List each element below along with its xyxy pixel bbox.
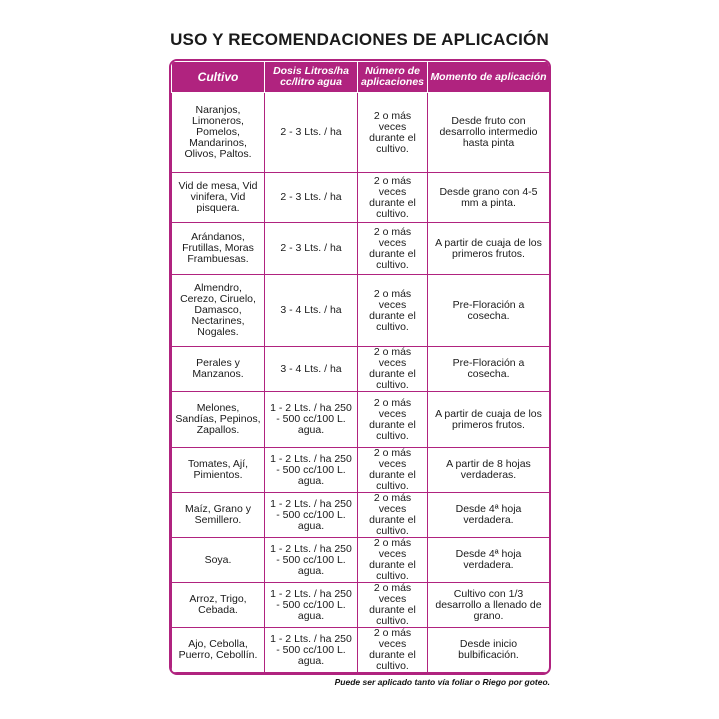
header-momento-aplicacion: Momento de aplicación <box>428 62 550 93</box>
cell-cultivo: Ajo, Cebolla, Puerro, Cebollín. <box>172 628 265 673</box>
table-row <box>172 628 550 673</box>
cell-momento-aplicacion: A partir de 8 hojas verdaderas. <box>428 448 550 493</box>
recommendations-table-card <box>169 59 551 675</box>
table-header-row <box>172 62 550 93</box>
cell-dosis: 2 - 3 Lts. / ha <box>265 223 358 275</box>
cell-momento-aplicacion: Desde fruto con desarrollo intermedio hasta pinta <box>428 93 550 173</box>
cell-momento-aplicacion <box>428 673 550 676</box>
cell-cultivo: Almendro, Cerezo, Ciruelo, Damasco, Nectarines, Nogales. <box>172 275 265 347</box>
cell-cultivo: Melones, Sandías, Pepinos, Zapallos. <box>172 392 265 448</box>
cell-momento-aplicacion: Pre-Floración a cosecha. <box>428 347 550 392</box>
cell-dosis: 3 - 4 Lts. / ha <box>265 275 358 347</box>
cell-dosis: 1 - 2 Lts. / ha 250 - 500 cc/100 L. agua. <box>265 538 358 583</box>
cell-dosis: 1 - 2 Lts. / ha 250 - 500 cc/100 L. agua. <box>265 583 358 628</box>
table-body <box>172 93 550 676</box>
header-dosis: Dosis Litros/ha cc/litro agua <box>265 62 358 93</box>
header-numero-aplicaciones: Número de aplicaciones <box>358 62 428 93</box>
cell-dosis: 1 - 2 Lts. / ha 250 - 500 cc/100 L. agua. <box>265 448 358 493</box>
cell-dosis: 1 - 2 Lts. / ha 250 - 500 cc/100 L. agua. <box>265 628 358 673</box>
table-row <box>172 583 550 628</box>
cell-cultivo: Naranjos, Limoneros, Pomelos, Mandarinos, Olivos, Paltos. <box>172 93 265 173</box>
cell-numero-aplicaciones: 2 o más veces durante el cultivo. <box>358 628 428 673</box>
cell-momento-aplicacion: Desde grano con 4-5 mm a pinta. <box>428 173 550 223</box>
cell-numero-aplicaciones: 2 o más veces durante el cultivo. <box>358 173 428 223</box>
table-row <box>172 493 550 538</box>
table-row <box>172 223 550 275</box>
cell-cultivo: Arroz, Trigo, Cebada. <box>172 583 265 628</box>
page-title: USO Y RECOMENDACIONES DE APLICACIÓN <box>170 30 549 49</box>
recommendations-table <box>171 61 550 675</box>
cell-cultivo: Arándanos, Frutillas, Moras Frambuesas. <box>172 223 265 275</box>
cell-numero-aplicaciones: 2 o más veces durante el cultivo. <box>358 93 428 173</box>
table-row <box>172 93 550 173</box>
table-row <box>172 538 550 583</box>
cell-momento-aplicacion: Desde 4ª hoja verdadera. <box>428 493 550 538</box>
cell-numero-aplicaciones: 2 o más veces durante el cultivo. <box>358 347 428 392</box>
cell-momento-aplicacion: A partir de cuaja de los primeros frutos. <box>428 223 550 275</box>
table-row <box>172 448 550 493</box>
table-row <box>172 392 550 448</box>
footnote: Puede ser aplicado tanto vía foliar o Riego por goteo. <box>334 677 550 687</box>
cell-dosis: 2 - 3 Lts. / ha <box>265 93 358 173</box>
cell-dosis: 1 - 2 Lts. / ha 250 - 500 cc/100 L. agua. <box>265 392 358 448</box>
cell-numero-aplicaciones: 2 o más veces durante el cultivo. <box>358 538 428 583</box>
cell-numero-aplicaciones: 2 o más veces durante el cultivo. <box>358 392 428 448</box>
cell-dosis <box>265 673 358 676</box>
cell-numero-aplicaciones: 2 o más veces durante el cultivo. <box>358 223 428 275</box>
cell-momento-aplicacion: Cultivo con 1/3 desarrollo a llenado de grano. <box>428 583 550 628</box>
cell-numero-aplicaciones: 2 o más veces durante el cultivo. <box>358 493 428 538</box>
header-cultivo: Cultivo <box>172 62 265 93</box>
table-row <box>172 173 550 223</box>
cell-momento-aplicacion: Desde 4ª hoja verdadera. <box>428 538 550 583</box>
cell-numero-aplicaciones: 2 o más veces durante el cultivo. <box>358 583 428 628</box>
cell-dosis: 1 - 2 Lts. / ha 250 - 500 cc/100 L. agua. <box>265 493 358 538</box>
cell-momento-aplicacion: A partir de cuaja de los primeros frutos. <box>428 392 550 448</box>
cell-numero-aplicaciones: 2 o más veces durante el cultivo. <box>358 448 428 493</box>
cell-cultivo: Maíz, Grano y Semillero. <box>172 493 265 538</box>
cell-dosis: 3 - 4 Lts. / ha <box>265 347 358 392</box>
cell-momento-aplicacion: Desde inicio bulbificación. <box>428 628 550 673</box>
table-row <box>172 673 550 676</box>
cell-cultivo: Vid de mesa, Vid vinifera, Vid pisquera. <box>172 173 265 223</box>
table-row <box>172 347 550 392</box>
cell-momento-aplicacion: Pre-Floración a cosecha. <box>428 275 550 347</box>
table-row <box>172 275 550 347</box>
cell-cultivo: Tomates, Ají, Pimientos. <box>172 448 265 493</box>
cell-cultivo: Soya. <box>172 538 265 583</box>
cell-numero-aplicaciones <box>358 673 428 676</box>
cell-numero-aplicaciones: 2 o más veces durante el cultivo. <box>358 275 428 347</box>
cell-cultivo <box>172 673 265 676</box>
cell-dosis: 2 - 3 Lts. / ha <box>265 173 358 223</box>
cell-cultivo: Perales y Manzanos. <box>172 347 265 392</box>
